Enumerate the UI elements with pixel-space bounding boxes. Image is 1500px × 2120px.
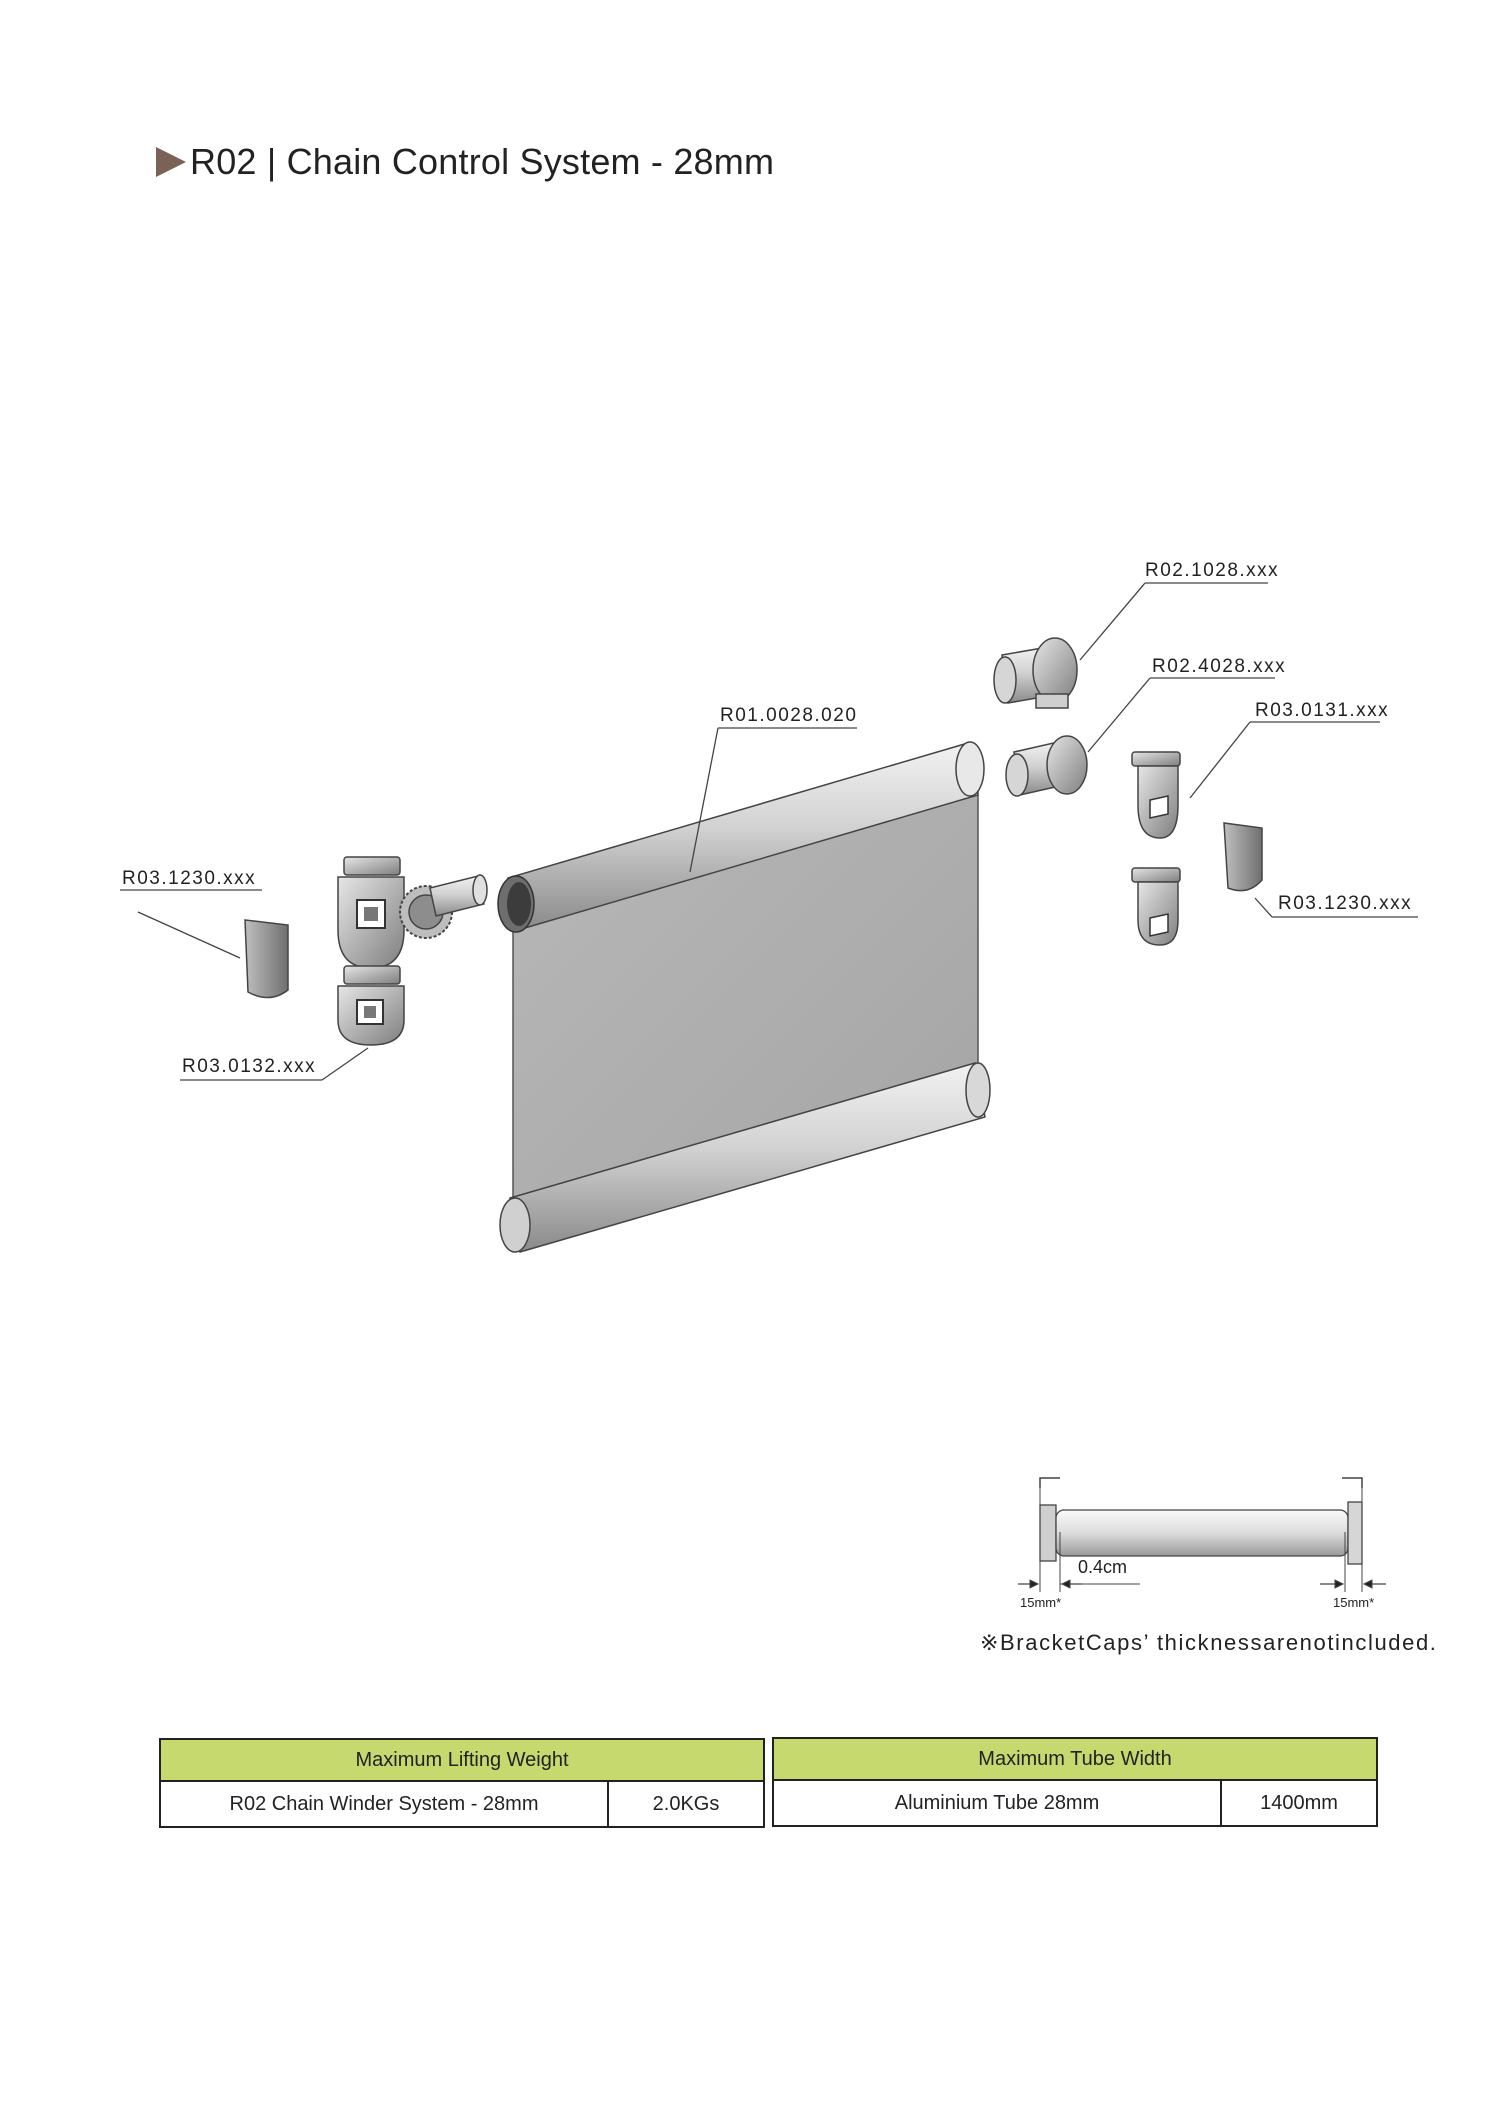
left-bracket-lower	[338, 966, 404, 1045]
part-label-r02-1028: R02.1028.xxx	[1145, 560, 1280, 581]
left-end-cap	[245, 920, 288, 998]
width-table-header: Maximum Tube Width	[773, 1738, 1377, 1780]
right-end-cap	[1224, 823, 1262, 891]
part-label-r01-0028: R01.0028.020	[720, 705, 858, 726]
width-table-value: 1400mm	[1221, 1780, 1377, 1826]
part-label-r03-0132: R03.0132.xxx	[182, 1056, 317, 1077]
max-lifting-weight-table	[159, 1738, 765, 1828]
lifting-table-value: 2.0KGs	[608, 1781, 764, 1827]
side-view-dimension	[1018, 1478, 1386, 1592]
chain-winder-part	[994, 638, 1077, 708]
part-label-r02-4028: R02.4028.xxx	[1152, 656, 1287, 677]
right-bracket-lower	[1132, 868, 1180, 945]
left-bracket-upper	[338, 857, 404, 968]
clutch-gear	[400, 875, 487, 938]
width-table-label: Aluminium Tube 28mm	[773, 1780, 1221, 1826]
lifting-table-header: Maximum Lifting Weight	[160, 1739, 764, 1781]
dimension-right-offset: 15mm*	[1333, 1595, 1375, 1610]
dimension-gap: 0.4cm	[1078, 1557, 1128, 1577]
part-label-r03-0131: R03.0131.xxx	[1255, 700, 1390, 721]
part-label-r03-1230-right: R03.1230.xxx	[1278, 893, 1413, 914]
right-bracket-upper	[1132, 752, 1180, 838]
lifting-table-label: R02 Chain Winder System - 28mm	[160, 1781, 608, 1827]
page-title-text: R02 | Chain Control System - 28mm	[190, 141, 775, 182]
idle-end-part	[1006, 736, 1087, 796]
part-label-r03-1230-left: R03.1230.xxx	[122, 868, 257, 889]
dimension-left-offset: 15mm*	[1020, 1595, 1062, 1610]
max-tube-width-table	[772, 1737, 1378, 1827]
bracket-caps-note: ※BracketCaps’ thicknessarenotincluded.	[980, 1630, 1438, 1655]
